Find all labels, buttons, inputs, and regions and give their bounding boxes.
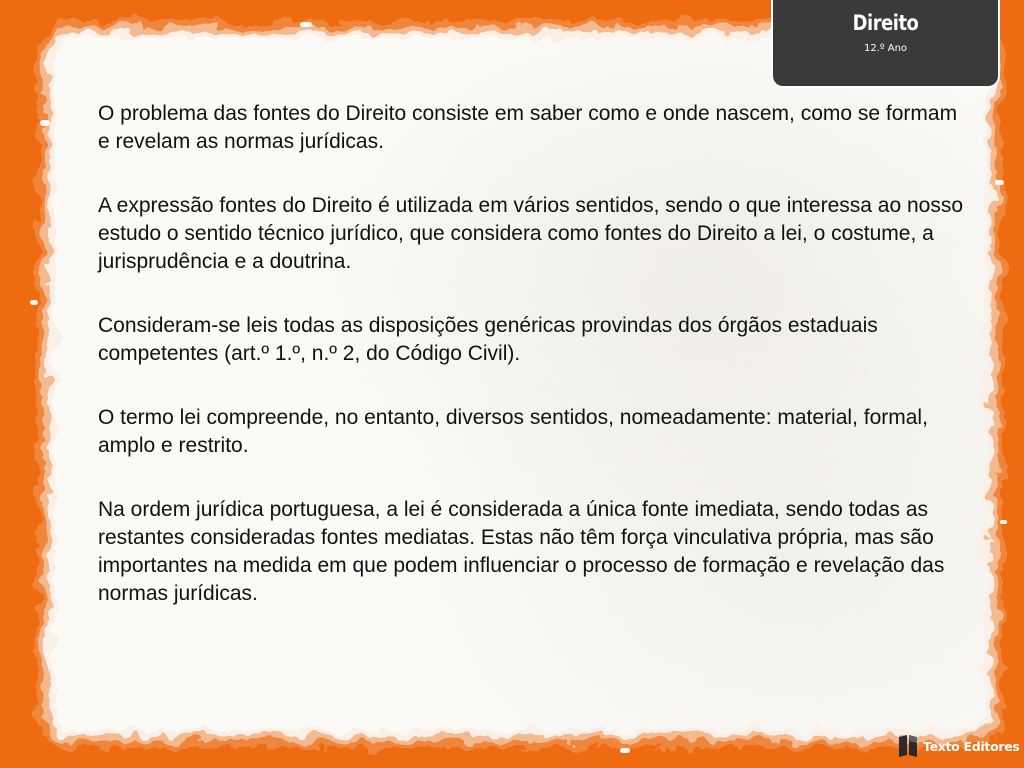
- subject-title: Direito: [852, 11, 919, 35]
- subject-tab: [773, 0, 998, 86]
- paper-speck: [300, 22, 312, 27]
- book-icon: [897, 734, 919, 758]
- paragraph: O problema das fontes do Direito consiste em saber como e onde nascem, como se formam e revelam as normas jurídicas.: [98, 102, 958, 153]
- paper-speck: [1000, 520, 1007, 524]
- paper-speck: [620, 748, 630, 753]
- grade-label: 12.º Ano: [863, 43, 908, 54]
- publisher-logo: [897, 733, 1020, 759]
- paragraph: A expressão fontes do Direito é utilizada em vários sentidos, sendo o que interessa ao nosso estudo o sentido técnico jurídico, que considera como fontes do Direito a lei, o costume, a jurisprudência e a doutrina.: [98, 194, 964, 273]
- slide-body: [98, 100, 968, 644]
- paragraph: O termo lei compreende, no entanto, diversos sentidos, nomeadamente: material, formal, amplo e restrito.: [98, 406, 928, 457]
- paper-speck: [30, 300, 38, 305]
- paragraph: Consideram-se leis todas as disposições genéricas provindas dos órgãos estaduais competentes (art.º 1.º, n.º 2, do Código Civil).: [98, 314, 878, 365]
- paragraph: Na ordem jurídica portuguesa, a lei é considerada a única fonte imediata, sendo todas as restantes consideradas fontes mediatas. Estas não têm força vinculativa própria, mas são importantes na medida em que podem influenciar o processo de formação e revelação das normas jurídicas.: [98, 498, 945, 605]
- publisher-name: Texto Editores: [923, 738, 1020, 754]
- paper-speck: [40, 120, 50, 126]
- paper-speck: [995, 180, 1004, 185]
